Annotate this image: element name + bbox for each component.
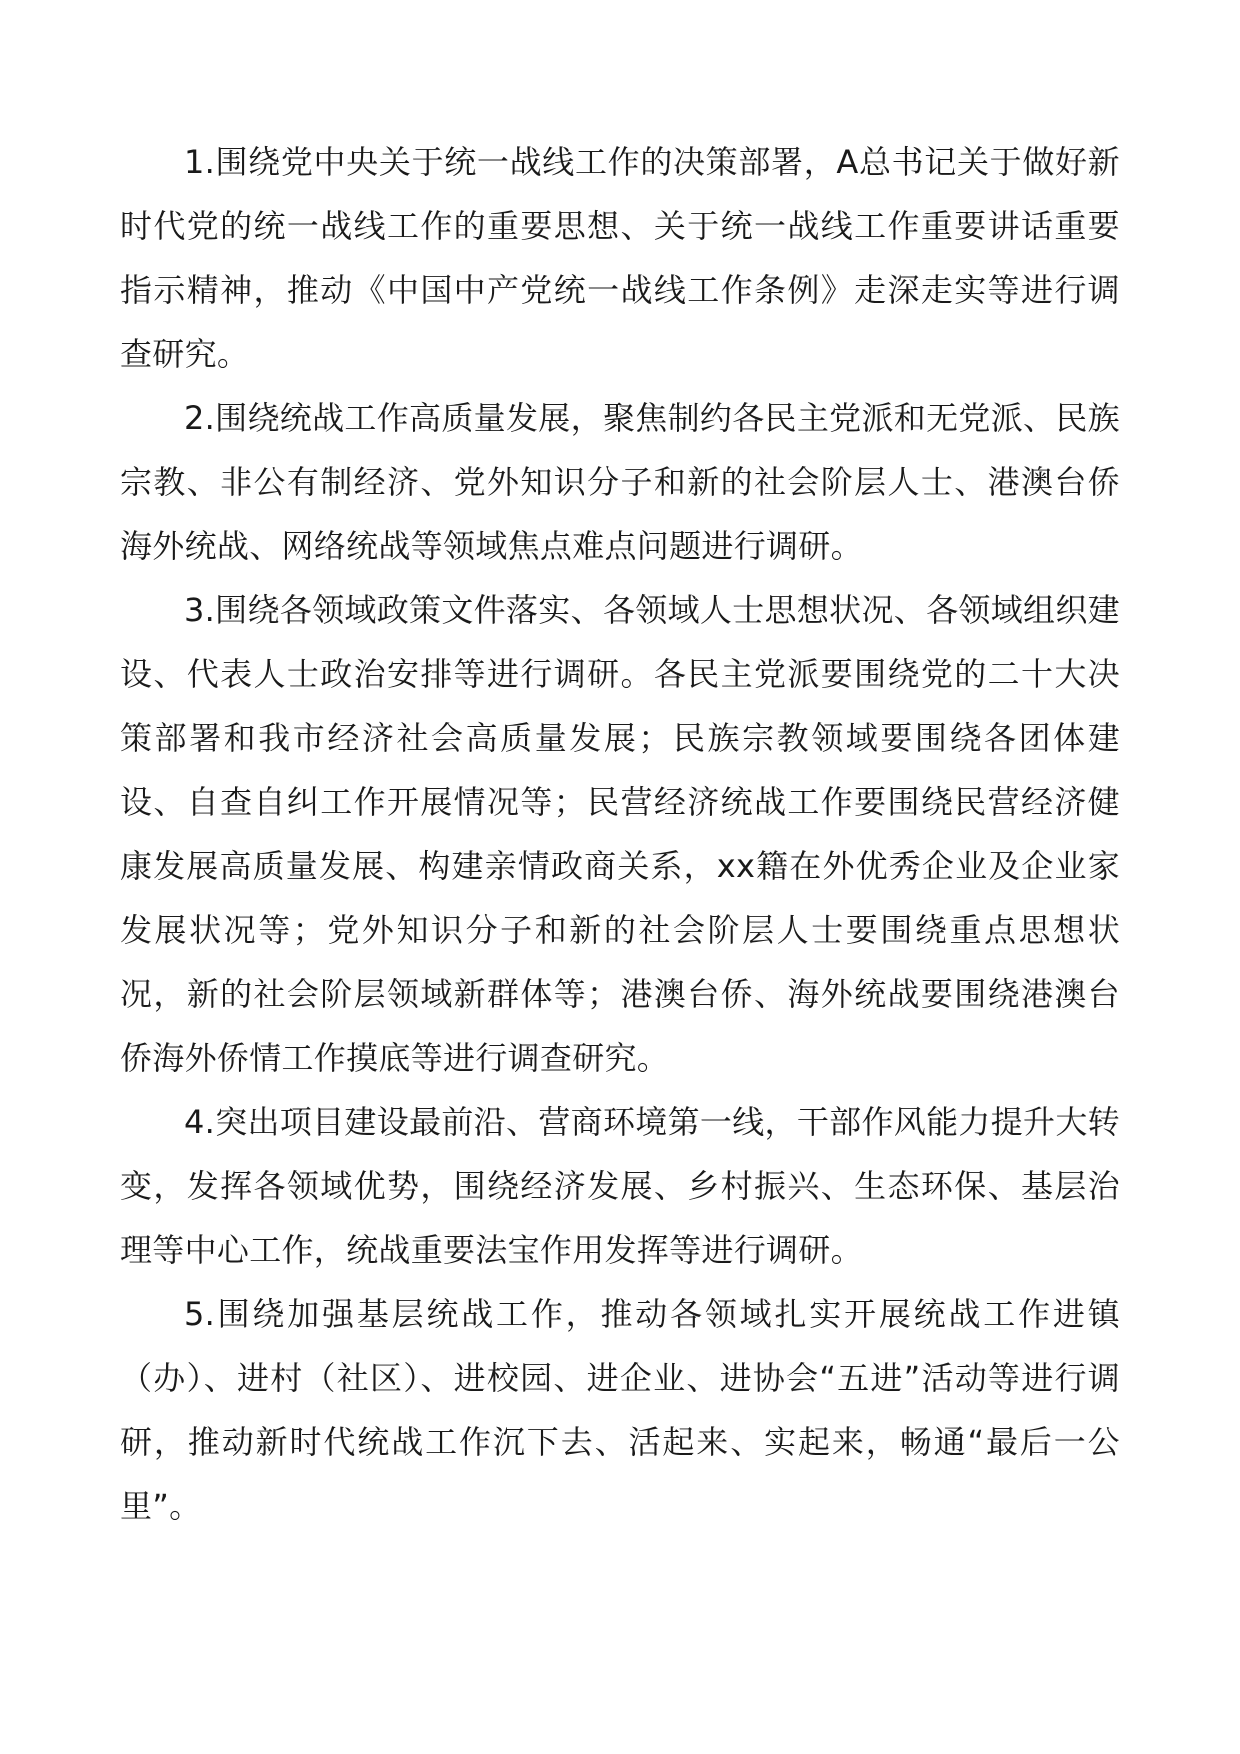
paragraph-4: 4.突出项目建设最前沿、营商环境第一线，干部作风能力提升大转变，发挥各领域优势，围绕经济发展、乡村振兴、生态环保、基层治理等中心工作，统战重要法宝作用发挥等进行调研。 (120, 1103, 1120, 1269)
paragraph-3: 3.围绕各领域政策文件落实、各领域人士思想状况、各领域组织建设、代表人士政治安排等进行调研。各民主党派要围绕党的二十大决策部署和我市经济社会高质量发展；民族宗教领域要围绕各团体建设、自查自纠工作开展情况等；民营经济统战工作要围绕民营经济健康发展高质量发展、构建亲情政商关系，xx籍在外优秀企业及企业家发展状况等；党外知识分子和新的社会阶层人士要围绕重点思想状况，新的社会阶层领域新群体等；港澳台侨、海外统战要围绕港澳台侨海外侨情工作摸底等进行调查研究。 (120, 591, 1120, 1077)
document-body (120, 130, 1120, 1538)
paragraph-1: 1.围绕党中央关于统一战线工作的决策部署，A总书记关于做好新时代党的统一战线工作的重要思想、关于统一战线工作重要讲话重要指示精神，推动《中国中产党统一战线工作条例》走深走实等进行调查研究。 (120, 143, 1120, 373)
paragraph-2: 2.围绕统战工作高质量发展，聚焦制约各民主党派和无党派、民族宗教、非公有制经济、党外知识分子和新的社会阶层人士、港澳台侨海外统战、网络统战等领域焦点难点问题进行调研。 (120, 399, 1120, 565)
paragraph-5: 5.围绕加强基层统战工作，推动各领域扎实开展统战工作进镇（办）、进村（社区）、进校园、进企业、进协会“五进”活动等进行调研，推动新时代统战工作沉下去、活起来、实起来，畅通“最后一公里”。 (120, 1295, 1120, 1525)
